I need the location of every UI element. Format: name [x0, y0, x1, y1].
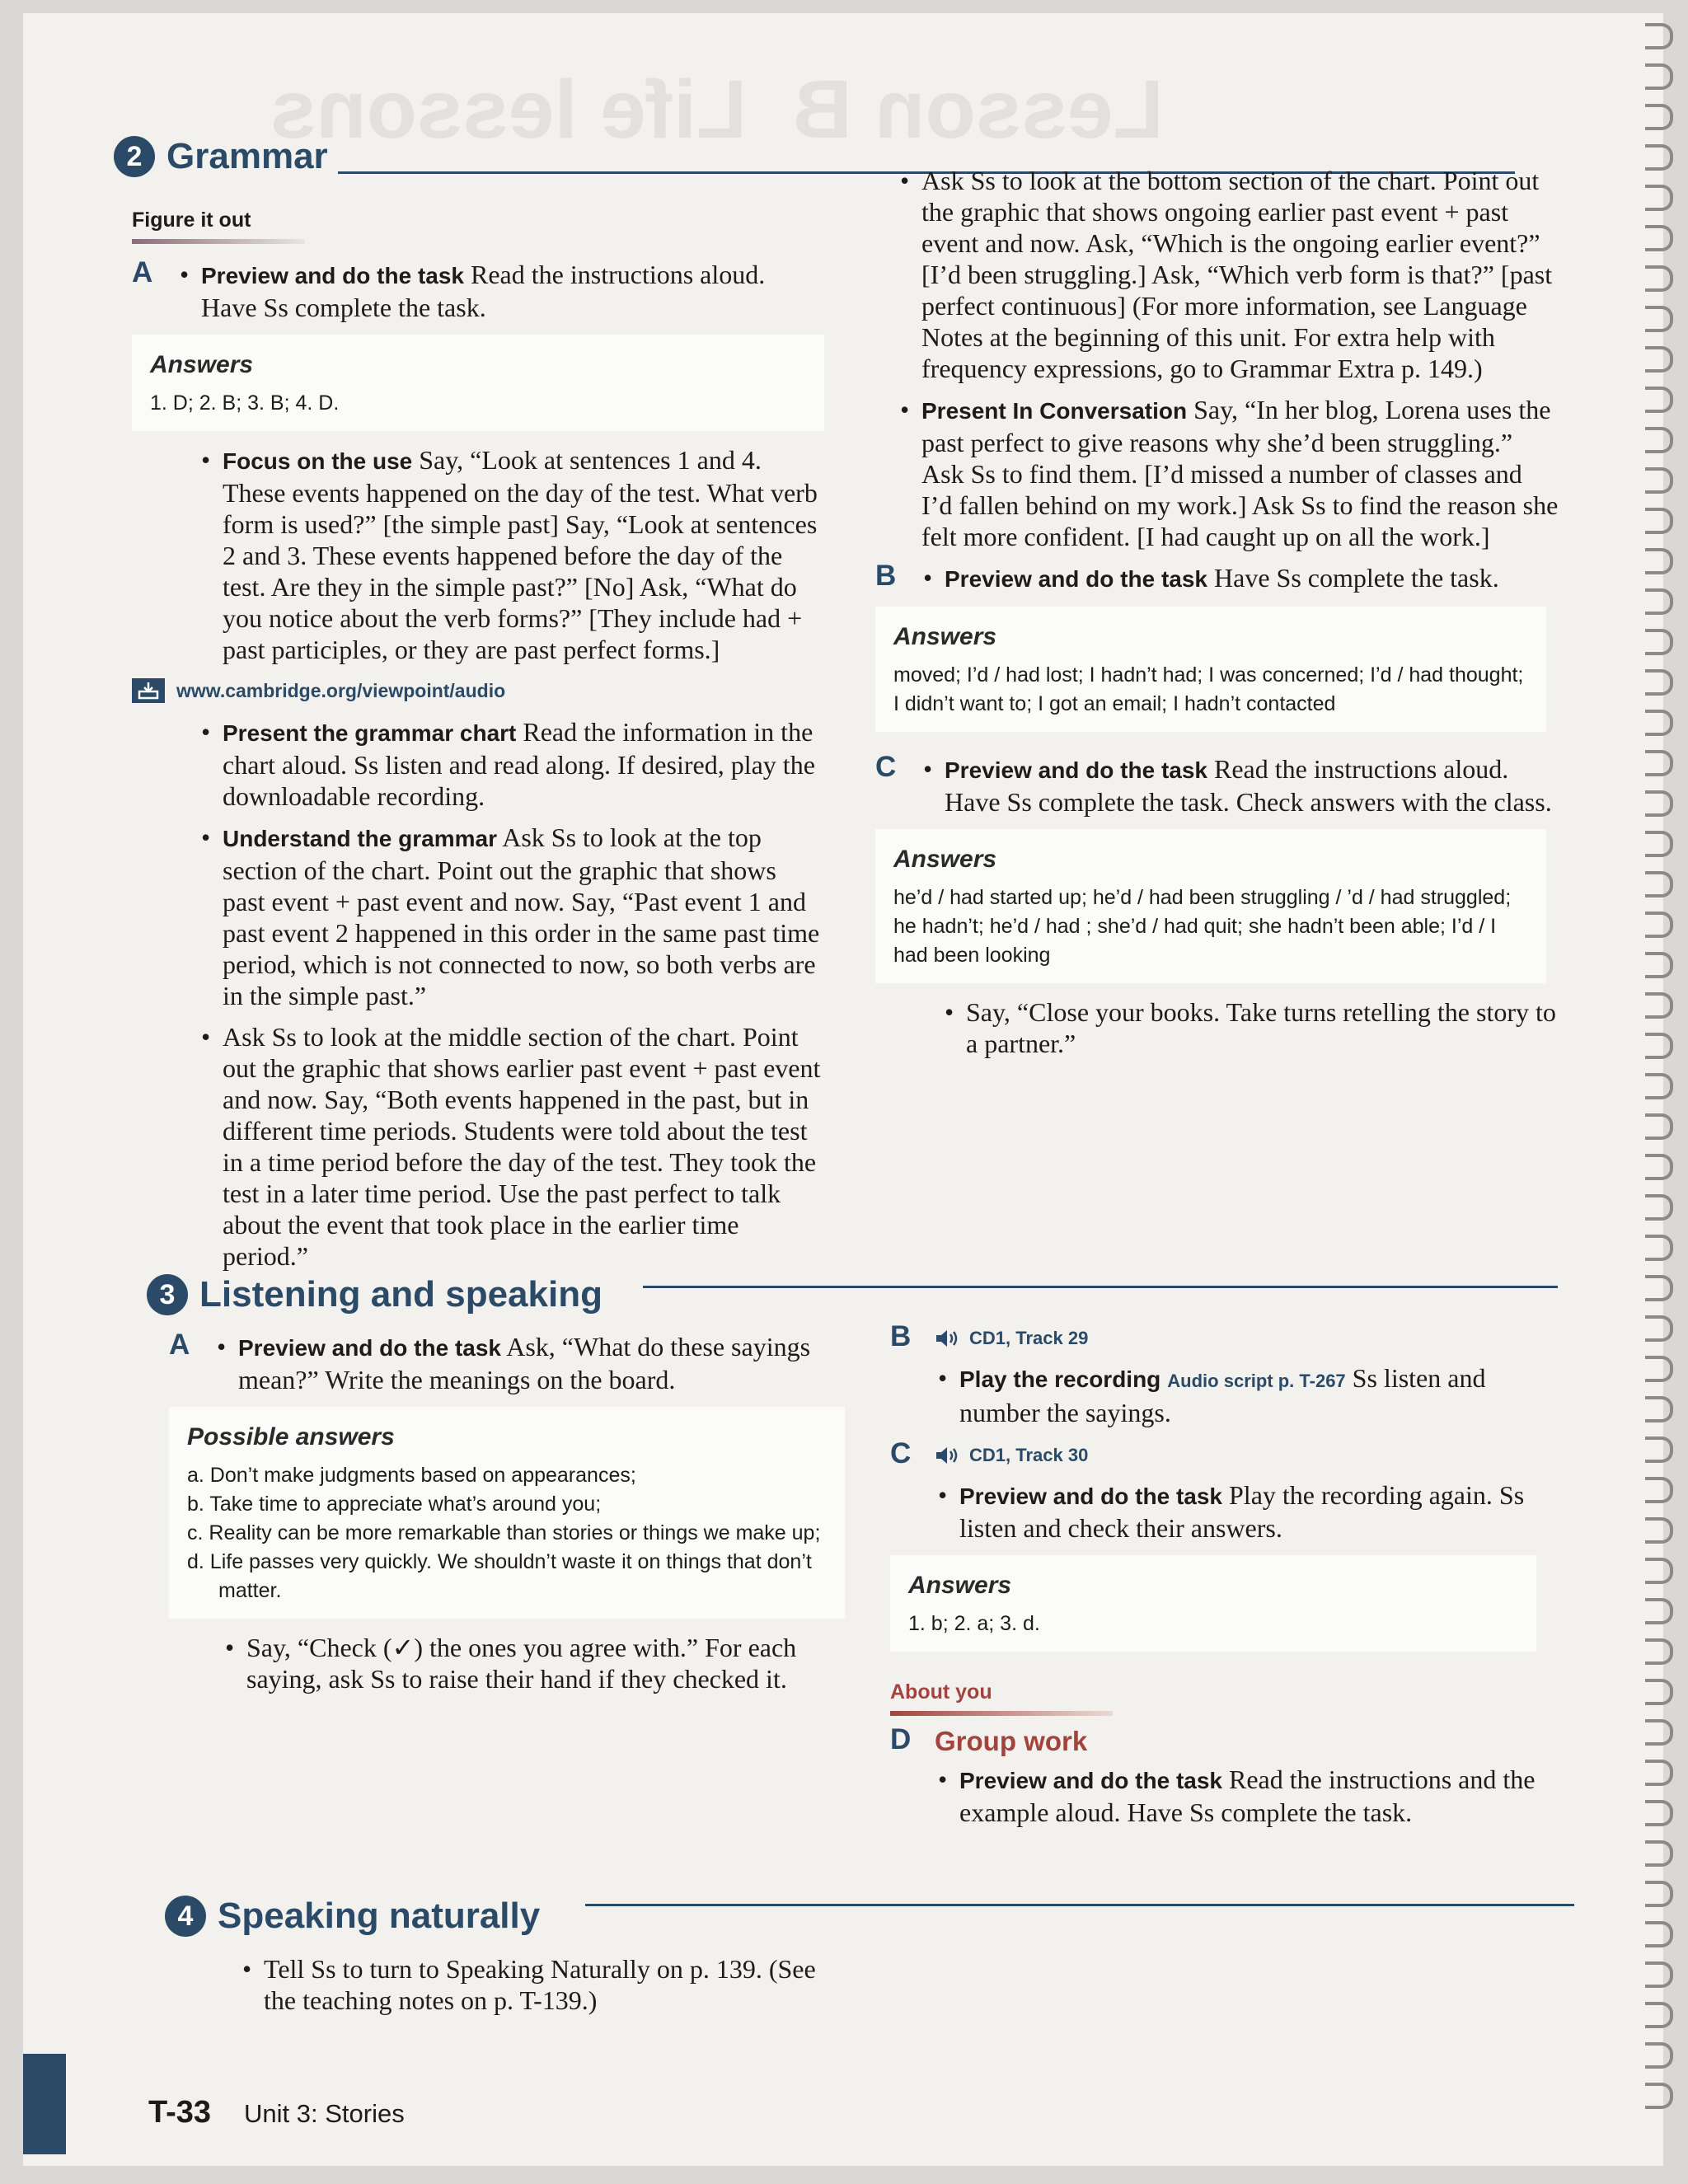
task-lead: Preview and do the task	[945, 757, 1207, 783]
spiral-ring	[1645, 467, 1673, 494]
page-edge-tab	[23, 2054, 66, 2154]
bottom-text: Ask Ss to look at the bottom section of the chart. Point out the graphic that shows ongoing earlier past event + past event and now. Ask, “Which is the ongoing earlier event?” [I’d been struggling.] Ask, “Which verb form is that?” [past perfect continuous] (For more information, see Language Notes at the beginning of this unit. For extra help with frequency expressions, go to Grammar Extra p. 149.)	[921, 166, 1553, 383]
retell-text: Say, “Close your books. Take turns retelling the story to a partner.”	[966, 997, 1556, 1058]
section-2-title: Grammar	[166, 136, 328, 176]
spiral-ring	[1645, 992, 1673, 1019]
section-3-right-column	[890, 1320, 1558, 1838]
conversation-text: Say, “In her blog, Lorena uses the past perfect to give reasons why she’d been struggling.” Ask Ss to find them. [I’d missed a number of classes and I’d fallen behind on my work.] Ask Ss to find the reason she felt more confident. [I had caught up on all the work.]	[921, 395, 1559, 551]
audio-track	[935, 1440, 1088, 1471]
right-top-steps	[897, 165, 1559, 552]
spiral-ring	[1645, 548, 1673, 574]
section-3-title: Listening and speaking	[199, 1274, 603, 1315]
group-work-title: Group work	[935, 1726, 1088, 1756]
task-letter: B	[890, 1320, 912, 1352]
audio-link-row	[132, 675, 823, 706]
spiral-ring	[1645, 1517, 1673, 1544]
spiral-ring	[1645, 790, 1673, 817]
section-3-heading	[147, 1274, 603, 1315]
spiral-ring	[1645, 185, 1673, 211]
task-text: Read the instructions and the example aloud. Have Ss complete the task.	[959, 1765, 1536, 1827]
answers-title: Answers	[150, 351, 254, 378]
check-step	[222, 1632, 853, 1694]
answers-text: 1. D; 2. B; 3. B; 4. D.	[150, 391, 340, 415]
task-text: Have Ss complete the task.	[1214, 563, 1499, 593]
understand-grammar	[198, 822, 823, 1011]
spiral-binding	[1643, 0, 1688, 2184]
task-lead: Preview and do the task	[238, 1335, 501, 1361]
answers-title: Answers	[893, 623, 997, 650]
task-2c-instruction	[920, 753, 1559, 818]
spiral-ring	[1645, 1638, 1673, 1665]
possible-answers-box	[169, 1407, 845, 1619]
list-item: d. Life passes very quickly. We shouldn’t waste it on things that don’t matter.	[187, 1550, 812, 1602]
spiral-ring	[1645, 144, 1673, 171]
spiral-ring	[1645, 346, 1673, 373]
task-3d-instruction	[935, 1764, 1558, 1828]
answers-box-3c	[890, 1555, 1536, 1652]
list-item: a. Don’t make judgments based on appearances;	[187, 1464, 636, 1487]
answers-text: moved; I’d / had lost; I hadn’t had; I was concerned; I’d / had thought; I didn’t want to; I got an email; I hadn’t contacted	[893, 663, 1524, 715]
spiral-ring	[1645, 1679, 1673, 1705]
speaker-icon	[935, 1445, 963, 1466]
task-3d	[890, 1723, 1558, 1828]
focus-on-the-use	[198, 444, 823, 665]
answers-box-2a	[132, 335, 824, 431]
about-you-label: About you	[890, 1680, 992, 1704]
spiral-ring	[1645, 669, 1673, 696]
spiral-ring	[1645, 1235, 1673, 1261]
task-text: Read the instructions aloud. Have Ss complete the task.	[201, 260, 766, 322]
audio-url-link[interactable]: www.cambridge.org/viewpoint/audio	[176, 680, 506, 701]
section-4-number: 4	[165, 1896, 206, 1937]
answers-title: Answers	[893, 846, 997, 873]
task-2a	[132, 256, 823, 323]
spiral-ring	[1645, 1921, 1673, 1947]
task-2b	[875, 562, 1559, 595]
task-text: Play the recording again. Ss listen and check their answers.	[959, 1480, 1525, 1543]
present-lead: Present the grammar chart	[223, 720, 517, 746]
spiral-ring	[1645, 1113, 1673, 1140]
focus-lead: Focus on the use	[223, 448, 413, 474]
spiral-ring	[1645, 952, 1673, 978]
check-text: Say, “Check (✓) the ones you agree with.” For each saying, ask Ss to raise their hand if they checked it.	[246, 1633, 797, 1694]
answers-title: Possible answers	[187, 1423, 395, 1451]
spiral-ring	[1645, 750, 1673, 776]
spiral-ring	[1645, 1558, 1673, 1584]
task-text: Ss listen and number the sayings.	[959, 1363, 1486, 1427]
spiral-ring	[1645, 1194, 1673, 1221]
track-label: CD1, Track 29	[969, 1328, 1089, 1348]
section-2-number: 2	[114, 136, 155, 177]
task-letter: A	[132, 256, 153, 288]
speaking-naturally-step	[239, 1953, 849, 2016]
bottom-section-step	[897, 165, 1559, 384]
spiral-ring	[1645, 1073, 1673, 1099]
spiral-ring	[1645, 629, 1673, 655]
section-4-title: Speaking naturally	[218, 1896, 541, 1936]
answers-box-2b	[875, 607, 1546, 732]
present-grammar-chart	[198, 716, 823, 812]
spiral-ring	[1645, 1800, 1673, 1826]
middle-section-step	[198, 1021, 823, 1272]
spiral-ring	[1645, 265, 1673, 292]
present-text: Read the information in the chart aloud. Ss listen and read along. If desired, play the downloadable recording.	[223, 717, 815, 811]
task-lead: Preview and do the task	[945, 566, 1207, 592]
task-2b-instruction	[920, 562, 1559, 595]
understand-lead: Understand the grammar	[223, 826, 497, 851]
task-lead: Preview and do the task	[201, 263, 464, 288]
section-4-heading	[165, 1896, 540, 1937]
spiral-ring	[1645, 427, 1673, 453]
section-3-number: 3	[147, 1274, 188, 1315]
retell-step	[941, 996, 1559, 1059]
task-lead: Play the recording	[959, 1366, 1161, 1392]
answers-box-2c	[875, 829, 1546, 983]
spiral-ring	[1645, 1961, 1673, 1988]
spiral-ring	[1645, 508, 1673, 534]
spiral-ring	[1645, 912, 1673, 938]
spiral-ring	[1645, 104, 1673, 130]
bleed-through-heading: Lesson B Life lessons	[270, 63, 1164, 156]
answers-text: 1. b; 2. a; 3. d.	[908, 1612, 1040, 1635]
task-3a-instruction	[213, 1331, 853, 1395]
task-letter: D	[890, 1723, 912, 1755]
spiral-ring	[1645, 1396, 1673, 1422]
speaking-text: Tell Ss to turn to Speaking Naturally on p. 139. (See the teaching notes on p. T-139.)	[264, 1954, 816, 2015]
speaker-icon	[935, 1328, 963, 1349]
spiral-ring	[1645, 2042, 1673, 2069]
spiral-ring	[1645, 871, 1673, 898]
spiral-ring	[1645, 1315, 1673, 1342]
task-3c	[890, 1437, 1558, 1544]
spiral-ring	[1645, 588, 1673, 615]
possible-answers-list	[187, 1461, 827, 1605]
task-lead: Preview and do the task	[959, 1483, 1222, 1509]
section-2-heading	[114, 136, 328, 177]
spiral-ring	[1645, 1760, 1673, 1786]
spiral-ring	[1645, 2002, 1673, 2028]
page-number: T-33	[148, 2095, 212, 2130]
spiral-ring	[1645, 1275, 1673, 1301]
spiral-ring	[1645, 1033, 1673, 1059]
section-3-rule	[643, 1286, 1558, 1288]
spiral-ring	[1645, 225, 1673, 251]
section-4-body	[239, 1953, 849, 2026]
task-2a-instruction	[176, 259, 823, 323]
spiral-ring	[1645, 1154, 1673, 1180]
section-2-left-column	[132, 204, 823, 1282]
about-you-header	[890, 1676, 1558, 1716]
task-lead: Preview and do the task	[959, 1768, 1222, 1793]
spiral-ring	[1645, 1436, 1673, 1463]
spiral-ring	[1645, 2083, 1673, 2109]
list-item: b. Take time to appreciate what’s around you;	[187, 1493, 602, 1516]
figure-it-out-label: Figure it out	[132, 209, 251, 232]
answers-text: he’d / had started up; he’d / had been struggling / ’d / had struggled; he hadn’t; he’d / had ; she’d / had quit; she hadn’t been able; I’d / I had been looking	[893, 886, 1512, 967]
spiral-ring	[1645, 306, 1673, 332]
spiral-ring	[1645, 1840, 1673, 1867]
understand-text: Ask Ss to look at the top section of the chart. Point out the graphic that shows past event + past event and now. Say, “Past event 1 and past event 2 happened in this order in the same past time period, which is not connected to now, so both verbs are in the simple past.”	[223, 823, 820, 1010]
task-3b-instruction	[935, 1362, 1558, 1428]
spiral-ring	[1645, 831, 1673, 857]
list-item: c. Reality can be more remarkable than stories or things we make up;	[187, 1521, 821, 1544]
spiral-ring	[1645, 1477, 1673, 1503]
task-letter: C	[875, 751, 897, 783]
spiral-ring	[1645, 1598, 1673, 1624]
task-3b	[890, 1320, 1558, 1428]
spiral-ring	[1645, 1356, 1673, 1382]
section-3-left-column	[169, 1331, 853, 1704]
download-icon	[132, 678, 165, 703]
grammar-chart-steps	[198, 716, 823, 1272]
spiral-ring	[1645, 387, 1673, 413]
track-label: CD1, Track 30	[969, 1445, 1089, 1465]
task-3a	[169, 1331, 853, 1395]
figure-it-out-underline	[132, 239, 305, 244]
page-footer	[148, 2095, 405, 2130]
middle-text: Ask Ss to look at the middle section of the chart. Point out the graphic that shows earlier past event + past event and now. Say, “Both events happened in the past, but in different time periods. Students were told about the test in a time period before the day of the test. They took the test in a later time period. Use the past perfect to talk about the event that took place in the earlier time period.”	[223, 1022, 821, 1271]
section-2-right-column	[875, 165, 1559, 1069]
task-2c	[875, 753, 1559, 818]
unit-label: Unit 3: Stories	[244, 2099, 405, 2128]
conversation-lead: Present In Conversation	[921, 398, 1188, 424]
present-in-conversation	[897, 394, 1559, 552]
task-3c-instruction	[935, 1479, 1558, 1544]
section-4-rule	[585, 1904, 1574, 1906]
spiral-ring	[1645, 63, 1673, 90]
task-text: Read the instructions aloud. Have Ss complete the task. Check answers with the class.	[945, 754, 1552, 817]
about-you-underline	[890, 1711, 1113, 1716]
spiral-ring	[1645, 710, 1673, 736]
focus-text: Say, “Look at sentences 1 and 4. These events happened on the day of the test. What verb form is used?” [the simple past] Say, “Look at sentences 2 and 3. These events happened before the day of the test. Are they in the simple past?” [No] Ask, “What do you notice about the verb forms?” [They include had + past participles, or they are past perfect forms.]	[223, 445, 818, 664]
answers-title: Answers	[908, 1572, 1012, 1599]
spiral-ring	[1645, 1719, 1673, 1746]
task-text: Ask, “What do these sayings mean?” Write the meanings on the board.	[238, 1332, 811, 1394]
task-letter: C	[890, 1437, 912, 1469]
audio-track	[935, 1323, 1088, 1354]
spiral-ring	[1645, 23, 1673, 49]
spiral-ring	[1645, 1881, 1673, 1907]
task-letter: B	[875, 560, 897, 592]
audio-script-ref: Audio script p. T-267	[1167, 1371, 1346, 1391]
task-letter: A	[169, 1329, 190, 1361]
